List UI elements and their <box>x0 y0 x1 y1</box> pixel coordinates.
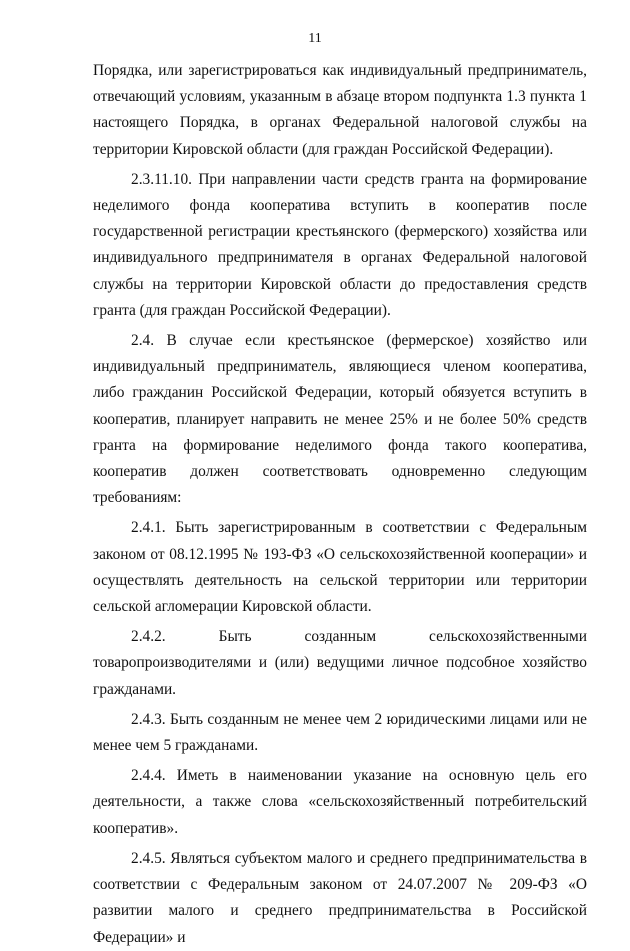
paragraph-2-4-5: 2.4.5. Являться субъектом малого и среднего предпринимательства в соответствии с Федеральным законом от 24.07.2007 № 209-ФЗ «О развитии малого и среднего предпринимательства в Российской Федерации» и <box>93 849 587 946</box>
paragraph-2-4-1: 2.4.1. Быть зарегистрированным в соответствии с Федеральным законом от 08.12.1995 № 193-ФЗ «О сельскохозяйственной кооперации» и осуществлять деятельность на сельской территории или территории сельской агломерации Кировской области. <box>93 519 587 616</box>
paragraph-2-4-3: 2.4.3. Быть созданным не менее чем 2 юридическими лицами или не менее чем 5 гражданами. <box>93 710 587 755</box>
paragraph-continuation: Порядка, или зарегистрироваться как индивидуальный предприниматель, отвечающий условиям, указанным в абзаце втором подпункта 1.3 пункта 1 настоящего Порядка, в органах Федеральной налоговой службы на территории Кировской области (для граждан Российской Федерации). <box>93 62 587 158</box>
page-number: 11 <box>308 31 322 46</box>
paragraph-2-3-11-10: 2.3.11.10. При направлении части средств гранта на формирование неделимого фонда кооператива вступить в кооператив после государственной регистрации крестьянского (фермерского) хозяйства или индивидуального предпринимателя в органах Федеральной налоговой службы на территории Кировской области до предоставления средств гранта (для граждан Российской Федерации). <box>93 170 587 319</box>
document-body <box>93 58 587 951</box>
paragraph-2-4: 2.4. В случае если крестьянское (фермерское) хозяйство или индивидуальный предприниматель, являющиеся членом кооператива, либо гражданин Российской Федерации, который обязуется вступить в кооператив, планирует направить не менее 25% и не более 50% средств гранта на формирование неделимого фонда такого кооператива, кооператив должен соответствовать одновременно следующим требованиям: <box>93 332 587 507</box>
paragraph-2-4-2: 2.4.2. Быть созданным сельскохозяйственными товаропроизводителями и (или) ведущими личное подсобное хозяйство гражданами. <box>93 628 587 698</box>
paragraph-2-4-4: 2.4.4. Иметь в наименовании указание на основную цель его деятельности, а также слова «сельскохозяйственный потребительский кооператив». <box>93 767 587 837</box>
